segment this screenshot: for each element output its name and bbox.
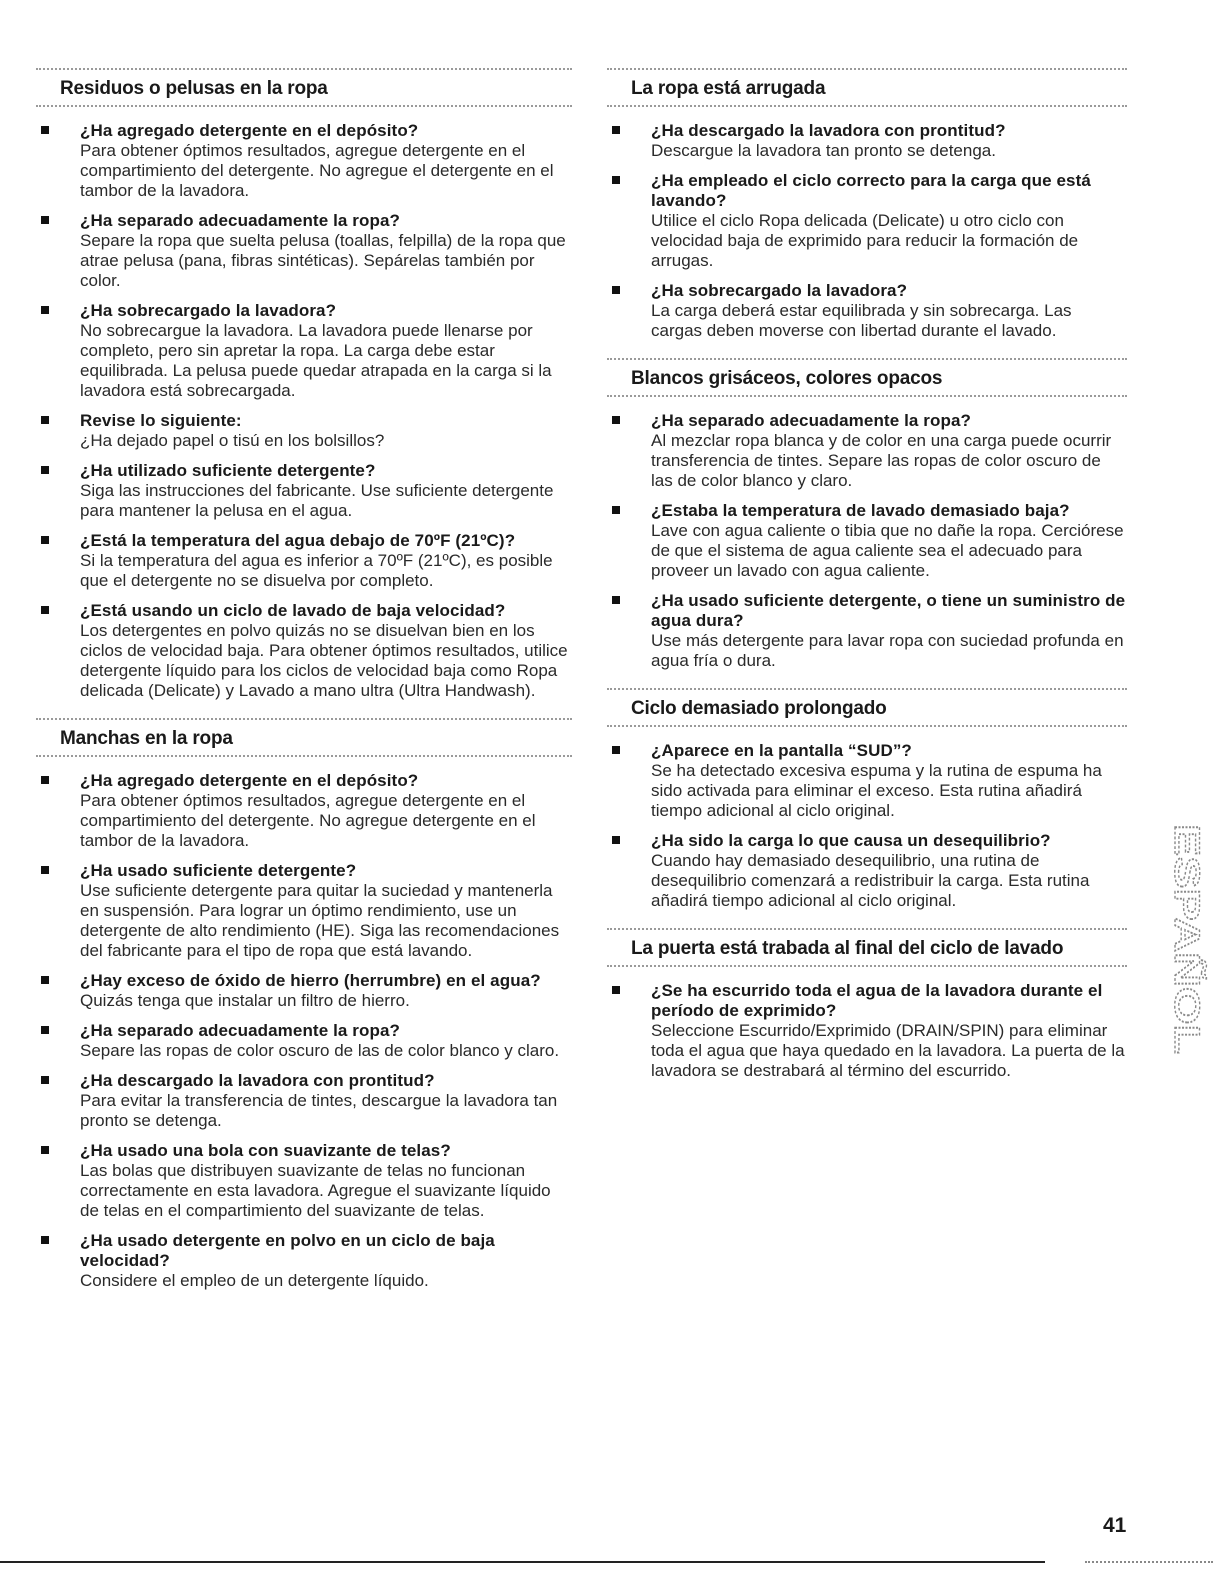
square-bullet-icon: [612, 506, 620, 514]
question: ¿Ha separado adecuadamente la ropa?: [80, 211, 400, 230]
troubleshoot-item: [607, 501, 1127, 581]
troubleshoot-item: [607, 281, 1127, 341]
troubleshoot-item: [36, 971, 572, 1011]
troubleshoot-item: [607, 591, 1127, 671]
question: ¿Ha usado detergente en polvo en un ciclo de baja velocidad?: [80, 1231, 495, 1270]
answer: Use suficiente detergente para quitar la suciedad y mantenerla en suspensión. Para lograr un óptimo rendimiento, use un detergente de alto rendimiento (HE). Siga las recomendaciones del fabricante para el tipo de ropa que está lavando.: [80, 881, 560, 960]
troubleshoot-item: [36, 301, 572, 401]
bottom-dotted-rule: [1085, 1561, 1213, 1563]
square-bullet-icon: [41, 1146, 49, 1154]
answer: Si la temperatura del agua es inferior a 70ºF (21ºC), es posible que el detergente no se disuelva por completo.: [80, 551, 553, 590]
square-bullet-icon: [612, 986, 620, 994]
question: ¿Ha separado adecuadamente la ropa?: [651, 411, 971, 430]
square-bullet-icon: [41, 976, 49, 984]
troubleshoot-item: [607, 121, 1127, 161]
troubleshoot-item: [36, 1231, 572, 1291]
section-title: Ciclo demasiado prolongado: [607, 688, 1127, 727]
troubleshoot-item: [36, 1071, 572, 1131]
answer: Seleccione Escurrido/Exprimido (DRAIN/SPIN) para eliminar toda el agua que haya quedado en la lavadora. La puerta de la lavadora se destrabará al término del escurrido.: [651, 1021, 1125, 1080]
troubleshoot-item: [36, 861, 572, 961]
troubleshoot-item: [36, 771, 572, 851]
answer: No sobrecargue la lavadora. La lavadora puede llenarse por completo, pero sin apretar la ropa. La carga debe estar equilibrada. La pelusa puede quedar atrapada en la carga si la lavadora está sobrecargada.: [80, 321, 552, 400]
square-bullet-icon: [41, 536, 49, 544]
question: ¿Ha usado suficiente detergente, o tiene un suministro de agua dura?: [651, 591, 1126, 630]
answer: Los detergentes en polvo quizás no se disuelvan bien en los ciclos de velocidad baja. Para obtener óptimos resultados, utilice detergente líquido para los ciclos de velocidad baja como Ropa delicada (Delicate) y Lavado a mano ultra (Ultra Handwash).: [80, 621, 568, 700]
troubleshoot-item: [607, 171, 1127, 271]
answer: Separe la ropa que suelta pelusa (toallas, felpilla) de la ropa que atrae pelusa (pana, fibras sintéticas). Sepárelas también por color.: [80, 231, 566, 290]
answer: Utilice el ciclo Ropa delicada (Delicate) u otro ciclo con velocidad baja de exprimido para reducir la formación de arrugas.: [651, 211, 1079, 270]
question: ¿Ha sobrecargado la lavadora?: [80, 301, 337, 320]
troubleshoot-item: [36, 461, 572, 521]
question: ¿Ha sobrecargado la lavadora?: [651, 281, 908, 300]
troubleshoot-item: [36, 601, 572, 701]
troubleshoot-item: [36, 531, 572, 591]
troubleshoot-item: [36, 211, 572, 291]
troubleshoot-item: [607, 411, 1127, 491]
bottom-rule: [0, 1561, 1045, 1563]
question: ¿Ha empleado el ciclo correcto para la carga que está lavando?: [651, 171, 1091, 210]
troubleshoot-item: [607, 981, 1127, 1081]
answer: Se ha detectado excesiva espuma y la rutina de espuma ha sido activada para eliminar el exceso. Esta rutina añadirá tiempo adicional al ciclo original.: [651, 761, 1102, 820]
question: ¿Está usando un ciclo de lavado de baja velocidad?: [80, 601, 506, 620]
answer: Use más detergente para lavar ropa con suciedad profunda en agua fría o dura.: [651, 631, 1124, 670]
square-bullet-icon: [612, 126, 620, 134]
question: ¿Hay exceso de óxido de hierro (herrumbre) en el agua?: [80, 971, 541, 990]
square-bullet-icon: [41, 606, 49, 614]
question: Revise lo siguiente:: [80, 411, 242, 430]
question: ¿Ha agregado detergente en el depósito?: [80, 771, 419, 790]
question: ¿Se ha escurrido toda el agua de la lavadora durante el período de exprimido?: [651, 981, 1103, 1020]
square-bullet-icon: [41, 776, 49, 784]
answer: Para evitar la transferencia de tintes, descargue la lavadora tan pronto se detenga.: [80, 1091, 558, 1130]
square-bullet-icon: [612, 746, 620, 754]
left-column: [36, 68, 572, 1308]
question: ¿Ha sido la carga lo que causa un desequilibrio?: [651, 831, 1051, 850]
section-puerta: [607, 928, 1127, 1081]
section-ciclo: [607, 688, 1127, 911]
answer: Quizás tenga que instalar un filtro de hierro.: [80, 991, 410, 1010]
square-bullet-icon: [41, 1236, 49, 1244]
question: ¿Estaba la temperatura de lavado demasiado baja?: [651, 501, 1070, 520]
answer: La carga deberá estar equilibrada y sin sobrecarga. Las cargas deben moverse con libertad durante el lavado.: [651, 301, 1072, 340]
troubleshoot-item: [36, 1141, 572, 1221]
section-residuos: [36, 68, 572, 701]
square-bullet-icon: [41, 1076, 49, 1084]
question: ¿Ha usado una bola con suavizante de telas?: [80, 1141, 451, 1160]
square-bullet-icon: [41, 216, 49, 224]
page-number: 41: [1103, 1514, 1127, 1537]
answer: Separe las ropas de color oscuro de las de color blanco y claro.: [80, 1041, 560, 1060]
question: ¿Aparece en la pantalla “SUD”?: [651, 741, 912, 760]
square-bullet-icon: [612, 416, 620, 424]
answer: Las bolas que distribuyen suavizante de telas no funcionan correctamente en esta lavadora. Agregue el suavizante líquido de telas en el compartimiento del suavizante de telas.: [80, 1161, 551, 1220]
troubleshoot-item: [36, 1021, 572, 1061]
language-tab-label: ESPAÑOL: [1167, 824, 1206, 991]
square-bullet-icon: [41, 126, 49, 134]
square-bullet-icon: [41, 1026, 49, 1034]
right-column: [607, 68, 1127, 1098]
answer: Lave con agua caliente o tibia que no dañe la ropa. Cerciórese de que el sistema de agua caliente sea el adecuado para proveer un lavado con agua caliente.: [651, 521, 1124, 580]
question: ¿Ha usado suficiente detergente?: [80, 861, 357, 880]
troubleshoot-item: [36, 121, 572, 201]
question: ¿Ha descargado la lavadora con prontitud?: [651, 121, 1006, 140]
answer: Considere el empleo de un detergente líquido.: [80, 1271, 429, 1290]
section-manchas: [36, 718, 572, 1291]
language-side-tab: [1150, 822, 1206, 1058]
answer: Al mezclar ropa blanca y de color en una carga puede ocurrir transferencia de tintes. Separe las ropas de color oscuro de las de color blanco y claro.: [651, 431, 1112, 490]
answer: Para obtener óptimos resultados, agregue detergente en el compartimiento del detergente. No agregue detergente en el tambor de la lavadora.: [80, 791, 536, 850]
square-bullet-icon: [612, 286, 620, 294]
square-bullet-icon: [612, 836, 620, 844]
square-bullet-icon: [41, 306, 49, 314]
square-bullet-icon: [612, 596, 620, 604]
question: ¿Ha agregado detergente en el depósito?: [80, 121, 419, 140]
question: ¿Ha descargado la lavadora con prontitud?: [80, 1071, 435, 1090]
question: ¿Ha utilizado suficiente detergente?: [80, 461, 376, 480]
section-arrugada: [607, 68, 1127, 341]
troubleshoot-item: [607, 831, 1127, 911]
section-title: Blancos grisáceos, colores opacos: [607, 358, 1127, 397]
section-blancos: [607, 358, 1127, 671]
section-title: La ropa está arrugada: [607, 68, 1127, 107]
section-title: La puerta está trabada al final del ciclo de lavado: [607, 928, 1127, 967]
square-bullet-icon: [41, 466, 49, 474]
square-bullet-icon: [41, 416, 49, 424]
square-bullet-icon: [41, 866, 49, 874]
answer: Para obtener óptimos resultados, agregue detergente en el compartimiento del detergente. No agregue el detergente en el tambor de la lavadora.: [80, 141, 554, 200]
troubleshoot-item: [607, 741, 1127, 821]
section-title: Residuos o pelusas en la ropa: [36, 68, 572, 107]
question: ¿Está la temperatura del agua debajo de 70ºF (21ºC)?: [80, 531, 516, 550]
answer: ¿Ha dejado papel o tisú en los bolsillos?: [80, 431, 385, 450]
answer: Descargue la lavadora tan pronto se detenga.: [651, 141, 996, 160]
answer: Siga las instrucciones del fabricante. Use suficiente detergente para mantener la pelusa en el agua.: [80, 481, 554, 520]
answer: Cuando hay demasiado desequilibrio, una rutina de desequilibrio comenzará a redistribuir la carga. Esta rutina añadirá tiempo adicional al ciclo original.: [651, 851, 1090, 910]
section-title: Manchas en la ropa: [36, 718, 572, 757]
square-bullet-icon: [612, 176, 620, 184]
question: ¿Ha separado adecuadamente la ropa?: [80, 1021, 400, 1040]
troubleshoot-item: [36, 411, 572, 451]
